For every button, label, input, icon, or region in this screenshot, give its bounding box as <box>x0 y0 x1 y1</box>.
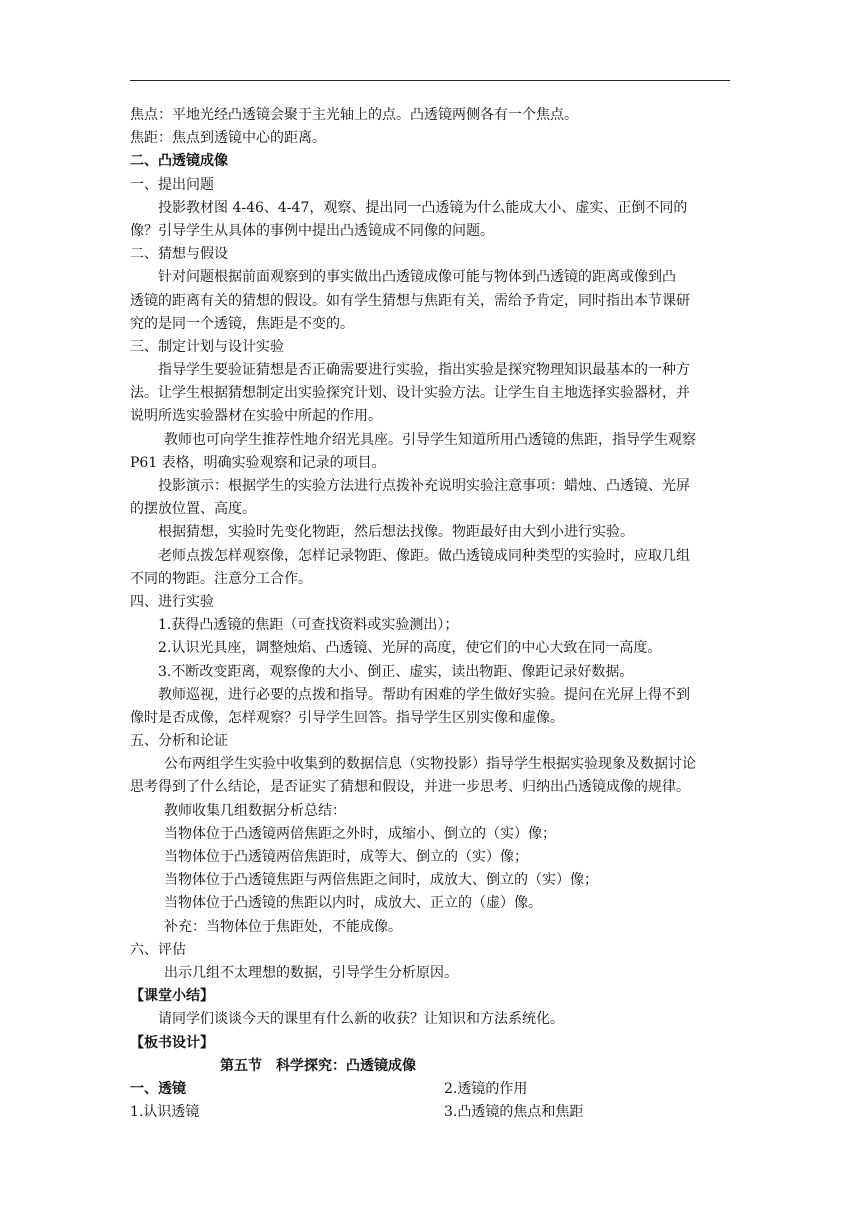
text-line: 当物体位于凸透镜的焦距以内时，成放大、正立的（虚）像。 <box>164 895 542 912</box>
text-line: 【板书设计】 <box>130 1034 214 1051</box>
text-line: 的摆放位置、高度。 <box>130 501 256 518</box>
board-row-2 <box>130 1101 730 1124</box>
text-line: 当物体位于凸透镜两倍焦距之外时，成缩小、倒立的（实）像； <box>164 825 556 842</box>
text-line: 投影教材图 4-46、4-47，观察、提出同一凸透镜为什么能成大小、虚实、正倒不同的 <box>158 199 688 216</box>
text-line: 说明所选实验器材在实验中所起的作用。 <box>130 408 382 425</box>
text-line: 投影演示：根据学生的实验方法进行点拨补充说明实验注意事项：蜡烛、凸透镜、光屏 <box>158 478 690 494</box>
text-line: 二、凸透镜成像 <box>130 153 228 170</box>
text-line: 3.不断改变距离，观察像的大小、倒正、虚实，读出物距、像距记录好数据。 <box>158 663 634 680</box>
text-line: 究的是同一个透镜，焦距是不变的。 <box>130 315 354 332</box>
text-line: 二、猜想与假设 <box>130 246 228 263</box>
text-lines <box>130 104 730 1055</box>
text-line: 出示几组不太理想的数据，引导学生分析原因。 <box>164 964 458 981</box>
text-line: 1.获得凸透镜的焦距（可查找资料或实验测出）； <box>158 617 459 634</box>
board-row2-left: 1.认识透镜 <box>130 1104 200 1121</box>
text-line: 透镜的距离有关的猜想的假设。如有学生猜想与焦距有关，需给予肯定，同时指出本节课研 <box>130 292 690 309</box>
text-line: 公布两组学生实验中收集到的数据信息（实物投影）指导学生根据实验现象及数据讨论 <box>164 756 696 773</box>
text-line: 指导学生要验证猜想是否正确需要进行实验，指出实验是探究物理知识最基本的一种方 <box>158 362 690 379</box>
header-rule <box>130 80 730 81</box>
board-title: 第五节 科学探究：凸透镜成像 <box>220 1057 416 1074</box>
text-line: 不同的物距。注意分工合作。 <box>130 570 312 587</box>
text-line: P61 表格，明确实验观察和记录的项目。 <box>130 454 386 471</box>
text-line: 教师巡视，进行必要的点拨和指导。帮助有困难的学生做好实验。提问在光屏上得不到 <box>158 686 690 703</box>
text-line: 根据猜想，实验时先变化物距，然后想法找像。物距最好由大到小进行实验。 <box>158 524 634 541</box>
text-line: 教师也可向学生推荐性地介绍光具座。引导学生知道所用凸透镜的焦距，指导学生观察 <box>164 431 696 448</box>
text-line: 思考得到了什么结论，是否证实了猜想和假设，并进一步思考、归纳出凸透镜成像的规律。 <box>130 779 690 796</box>
text-line: 焦距：焦点到透镜中心的距离。 <box>130 130 326 147</box>
text-line: 当物体位于凸透镜焦距与两倍焦距之间时，成放大、倒立的（实）像； <box>164 872 598 889</box>
document-body <box>130 104 730 1124</box>
text-line: 补充：当物体位于焦距处，不能成像。 <box>164 918 402 935</box>
text-line: 当物体位于凸透镜两倍焦距时，成等大、倒立的（实）像； <box>164 849 528 865</box>
text-line: 教师收集几组数据分析总结： <box>164 802 346 819</box>
board-row-1 <box>130 1078 730 1101</box>
text-line: 像？引导学生从具体的事例中提出凸透镜成不同像的问题。 <box>130 222 494 239</box>
text-line: 像时是否成像，怎样观察？引导学生回答。指导学生区别实像和虚像。 <box>130 709 564 726</box>
text-line: 【课堂小结】 <box>130 988 214 1005</box>
text-line: 针对问题根据前面观察到的事实做出凸透镜成像可能与物体到凸透镜的距离或像到凸 <box>158 269 676 286</box>
board-row2-right: 3.凸透镜的焦点和焦距 <box>444 1104 584 1121</box>
text-line: 请同学们谈谈今天的课里有什么新的收获？让知识和方法系统化。 <box>158 1011 564 1028</box>
text-line: 六、评估 <box>130 941 186 958</box>
text-line: 焦点：平地光经凸透镜会聚于主光轴上的点。凸透镜两侧各有一个焦点。 <box>130 107 578 123</box>
text-line: 2.认识光具座，调整烛焰、凸透镜、光屏的高度，使它们的中心大致在同一高度。 <box>158 640 662 657</box>
text-line: 一、提出问题 <box>130 176 214 193</box>
text-line: 五、分析和论证 <box>130 733 228 750</box>
text-line: 老师点拨怎样观察像，怎样记录物距、像距。做凸透镜成同种类型的实验时，应取几组 <box>158 547 690 564</box>
text-line: 三、制定计划与设计实验 <box>130 338 284 355</box>
board-row1-left: 一、透镜 <box>130 1080 186 1097</box>
text-line: 法。让学生根据猜想制定出实验探究计划、设计实验方法。让学生自主地选择实验器材，并 <box>130 385 690 402</box>
board-row1-right: 2.透镜的作用 <box>444 1080 528 1097</box>
text-line: 四、进行实验 <box>130 593 214 610</box>
